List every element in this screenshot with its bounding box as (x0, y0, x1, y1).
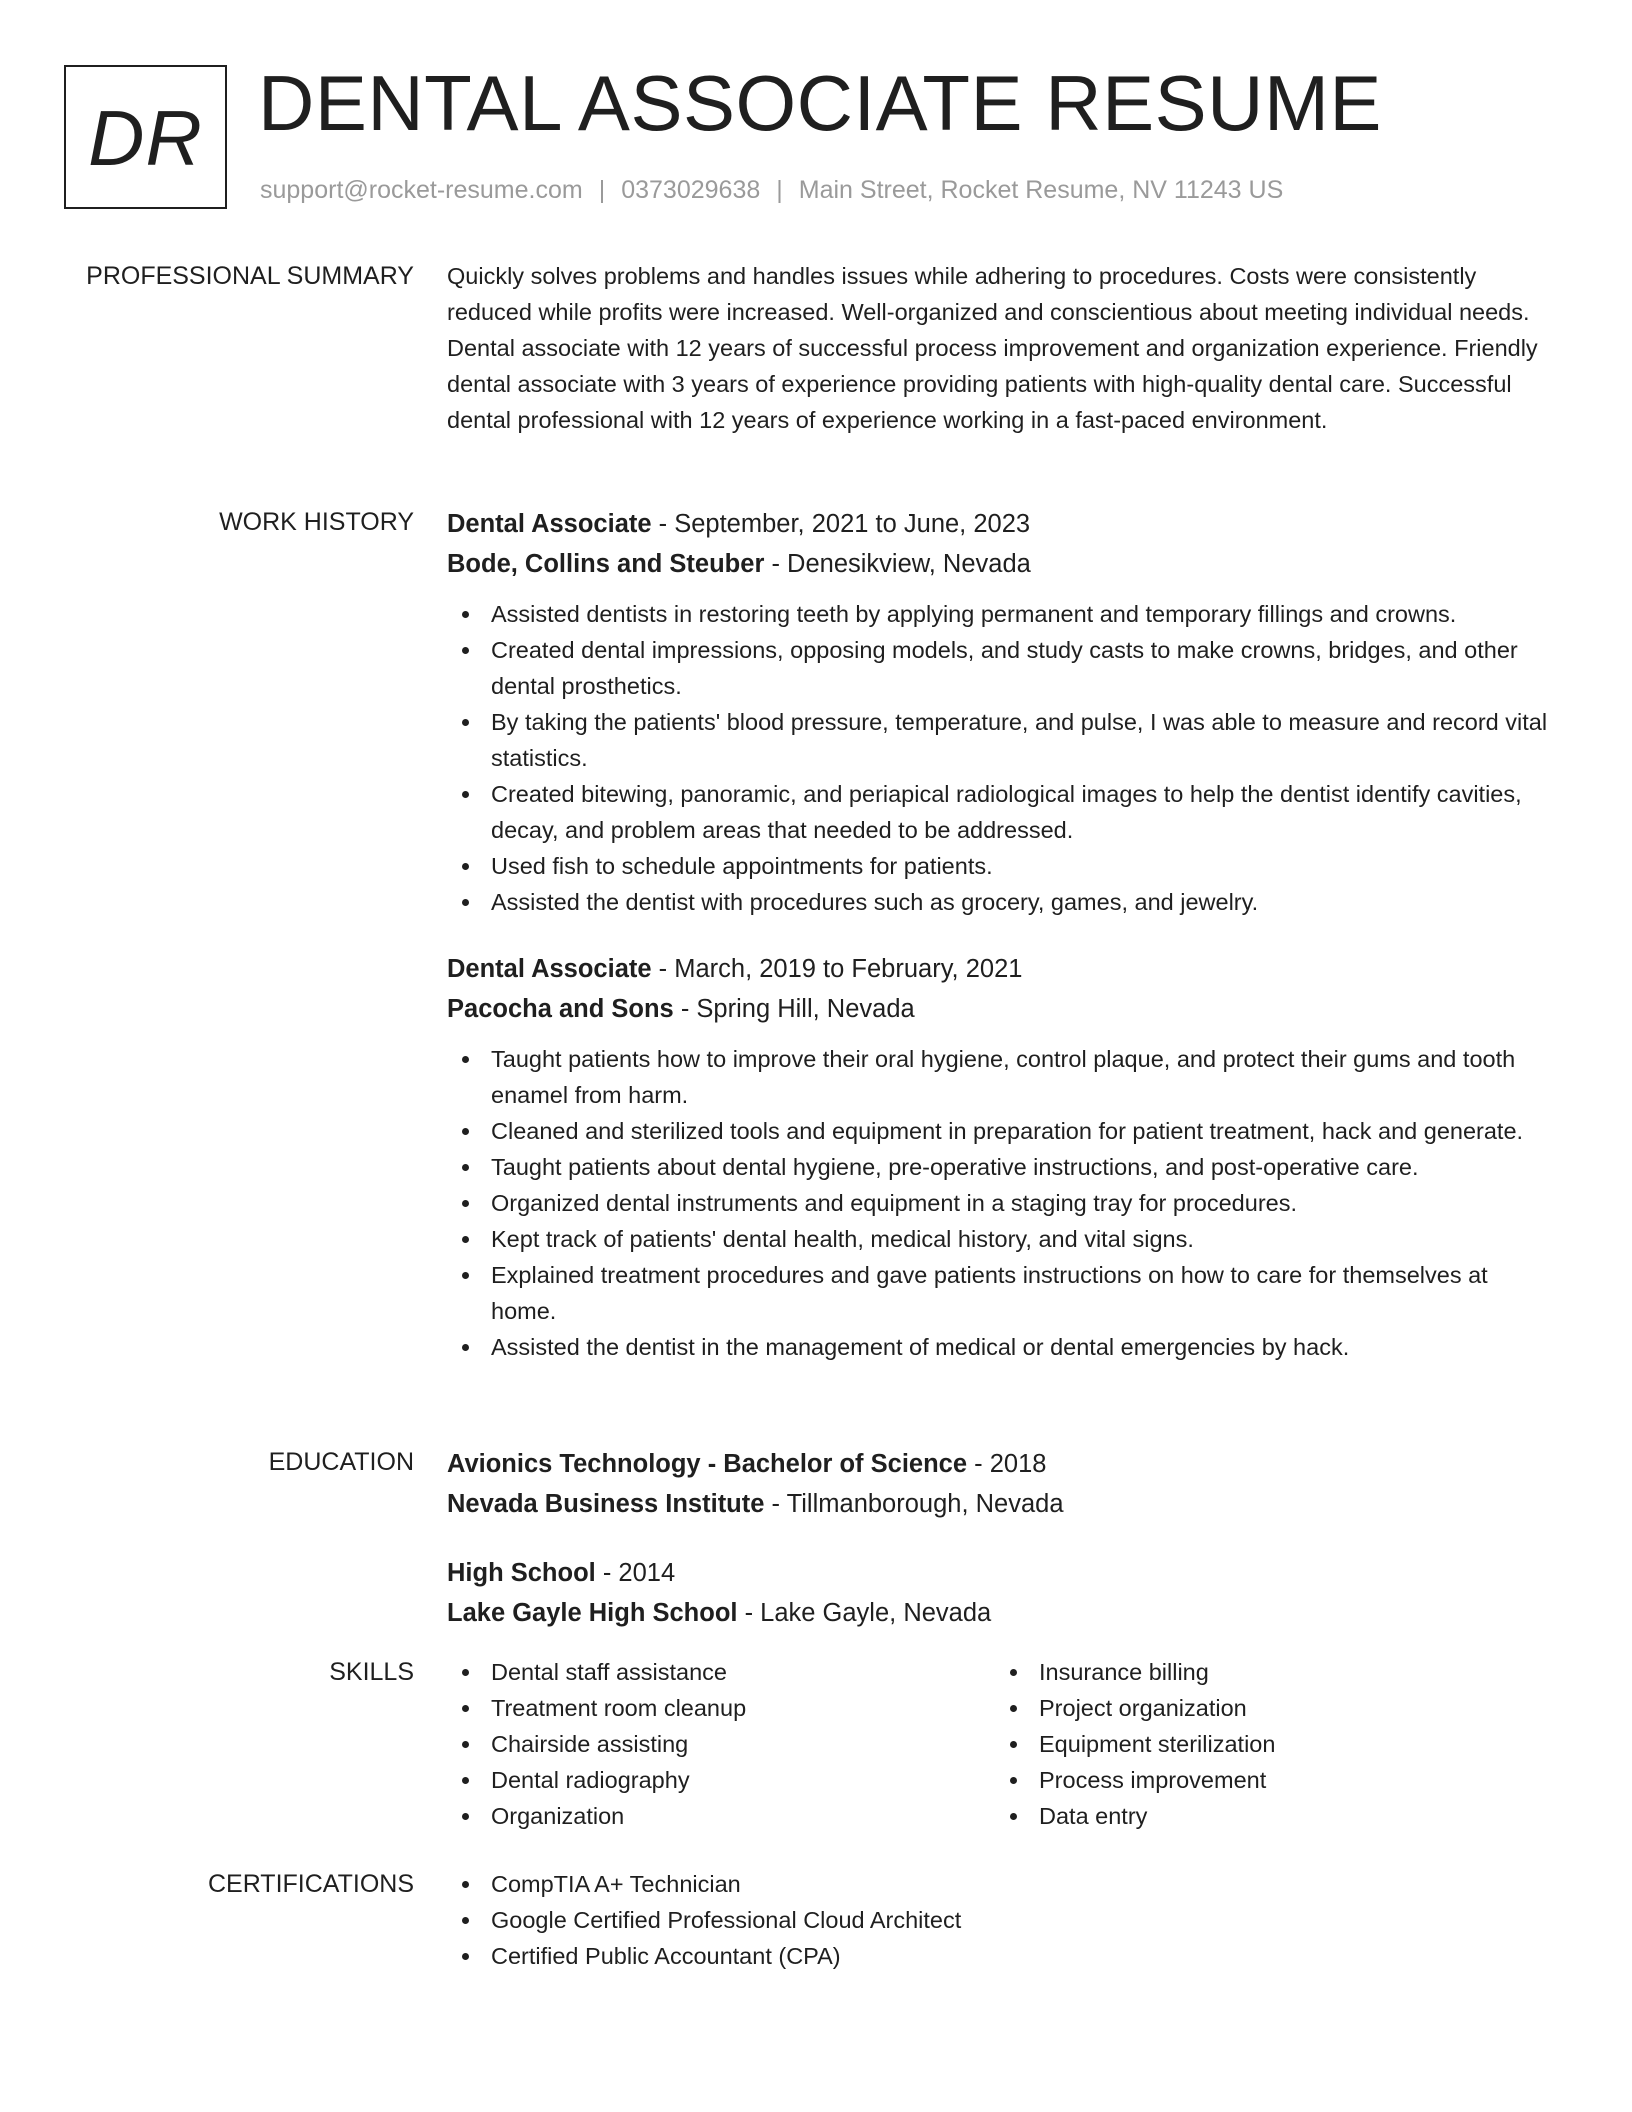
contact-separator: | (776, 176, 783, 204)
skill-item: Organization (447, 1798, 995, 1834)
skill-item: Treatment room cleanup (447, 1690, 995, 1726)
school: Lake Gayle High School (447, 1599, 738, 1627)
work-history-body (447, 504, 1557, 1365)
job-company: Pacocha and Sons (447, 995, 674, 1023)
job-entry (447, 949, 1557, 1365)
job-bullet-list (447, 596, 1557, 920)
job-bullet: Kept track of patients' dental health, medical history, and vital signs. (447, 1221, 1557, 1257)
job-bullet: Organized dental instruments and equipment in a staging tray for procedures. (447, 1185, 1557, 1221)
job-bullet: Taught patients how to improve their oral hygiene, control plaque, and protect their gums and tooth enamel from harm. (447, 1041, 1557, 1113)
skill-item: Data entry (995, 1798, 1543, 1834)
certifications-body (447, 1866, 1557, 1974)
certifications-list (447, 1866, 1557, 1974)
job-bullet: Created dental impressions, opposing models, and study casts to make crowns, bridges, and other dental prosthetics. (447, 632, 1557, 704)
skills-list-right (995, 1654, 1543, 1834)
job-location: - Denesikview, Nevada (764, 550, 1031, 578)
certification-item: Certified Public Accountant (CPA) (447, 1938, 1557, 1974)
skills-list-left (447, 1654, 995, 1834)
job-dates: - September, 2021 to June, 2023 (651, 510, 1031, 538)
education-entry (447, 1444, 1557, 1524)
job-title-line (447, 949, 1557, 989)
skills-body (447, 1654, 1557, 1834)
contact-line (260, 176, 1283, 205)
job-entry (447, 504, 1557, 920)
skill-item: Process improvement (995, 1762, 1543, 1798)
section-heading-summary: PROFESSIONAL SUMMARY (86, 262, 414, 290)
skill-item: Chairside assisting (447, 1726, 995, 1762)
job-company-line (447, 544, 1557, 584)
certification-item: Google Certified Professional Cloud Architect (447, 1902, 1557, 1938)
school-location: - Lake Gayle, Nevada (737, 1599, 992, 1627)
job-bullet: Assisted dentists in restoring teeth by applying permanent and temporary fillings and crowns. (447, 596, 1557, 632)
school-location: - Tillmanborough, Nevada (764, 1490, 1064, 1518)
school-line (447, 1593, 1557, 1633)
resume-title: DENTAL ASSOCIATE RESUME (258, 59, 1382, 147)
monogram-initials: DR (88, 93, 203, 182)
section-heading-education: EDUCATION (268, 1448, 414, 1476)
section-heading-work-history: WORK HISTORY (219, 508, 414, 536)
degree: Avionics Technology - Bachelor of Science (447, 1450, 968, 1478)
job-title: Dental Associate (447, 955, 652, 983)
job-location: - Spring Hill, Nevada (673, 995, 915, 1023)
job-dates: - March, 2019 to February, 2021 (651, 955, 1023, 983)
contact-address: Main Street, Rocket Resume, NV 11243 US (798, 176, 1284, 204)
certification-item: CompTIA A+ Technician (447, 1866, 1557, 1902)
job-company-line (447, 989, 1557, 1029)
job-company: Bode, Collins and Steuber (447, 550, 765, 578)
job-title: Dental Associate (447, 510, 652, 538)
skill-item: Dental staff assistance (447, 1654, 995, 1690)
skill-item: Dental radiography (447, 1762, 995, 1798)
contact-separator: | (598, 176, 606, 204)
school: Nevada Business Institute (447, 1490, 765, 1518)
skill-item: Insurance billing (995, 1654, 1543, 1690)
job-bullet: Created bitewing, panoramic, and periapical radiological images to help the dentist identify cavities, decay, and problem areas that needed to be addressed. (447, 776, 1557, 848)
job-bullet: Assisted the dentist with procedures such as grocery, games, and jewelry. (447, 884, 1557, 920)
job-bullet: Taught patients about dental hygiene, pre-operative instructions, and post-operative care. (447, 1149, 1557, 1185)
degree-line (447, 1444, 1557, 1484)
job-bullet: Assisted the dentist in the management of medical or dental emergencies by hack. (447, 1329, 1557, 1365)
contact-email[interactable]: support@rocket-resume.com (260, 176, 583, 204)
skill-item: Project organization (995, 1690, 1543, 1726)
section-heading-skills: SKILLS (329, 1658, 414, 1686)
job-bullet: By taking the patients' blood pressure, temperature, and pulse, I was able to measure and record vital statistics. (447, 704, 1557, 776)
summary-text: Quickly solves problems and handles issues while adhering to procedures. Costs were consistently reduced while profits were increased. Well-organized and conscientious about meeting individual needs. Dental associate with 12 years of successful process improvement and organization experience. Friendly dental associate with 3 years of experience providing patients with high-quality dental care. Successful dental professional with 12 years of experience working in a fast-paced environment. (447, 263, 1538, 433)
job-title-line (447, 504, 1557, 544)
job-bullet: Explained treatment procedures and gave patients instructions on how to care for themselves at home. (447, 1257, 1557, 1329)
education-entry (447, 1553, 1557, 1633)
job-bullet: Cleaned and sterilized tools and equipment in preparation for patient treatment, hack and generate. (447, 1113, 1557, 1149)
job-bullet: Used fish to schedule appointments for patients. (447, 848, 1557, 884)
section-heading-certifications: CERTIFICATIONS (207, 1870, 414, 1898)
degree: High School (447, 1559, 596, 1587)
skill-item: Equipment sterilization (995, 1726, 1543, 1762)
monogram-box (64, 65, 227, 209)
degree-year: - 2018 (967, 1450, 1047, 1478)
school-line (447, 1484, 1557, 1524)
contact-phone[interactable]: 0373029638 (621, 176, 761, 204)
degree-year: - 2014 (595, 1559, 676, 1587)
degree-line (447, 1553, 1557, 1593)
skills-columns (447, 1654, 1557, 1834)
education-body (447, 1444, 1557, 1633)
job-bullet-list (447, 1041, 1557, 1365)
